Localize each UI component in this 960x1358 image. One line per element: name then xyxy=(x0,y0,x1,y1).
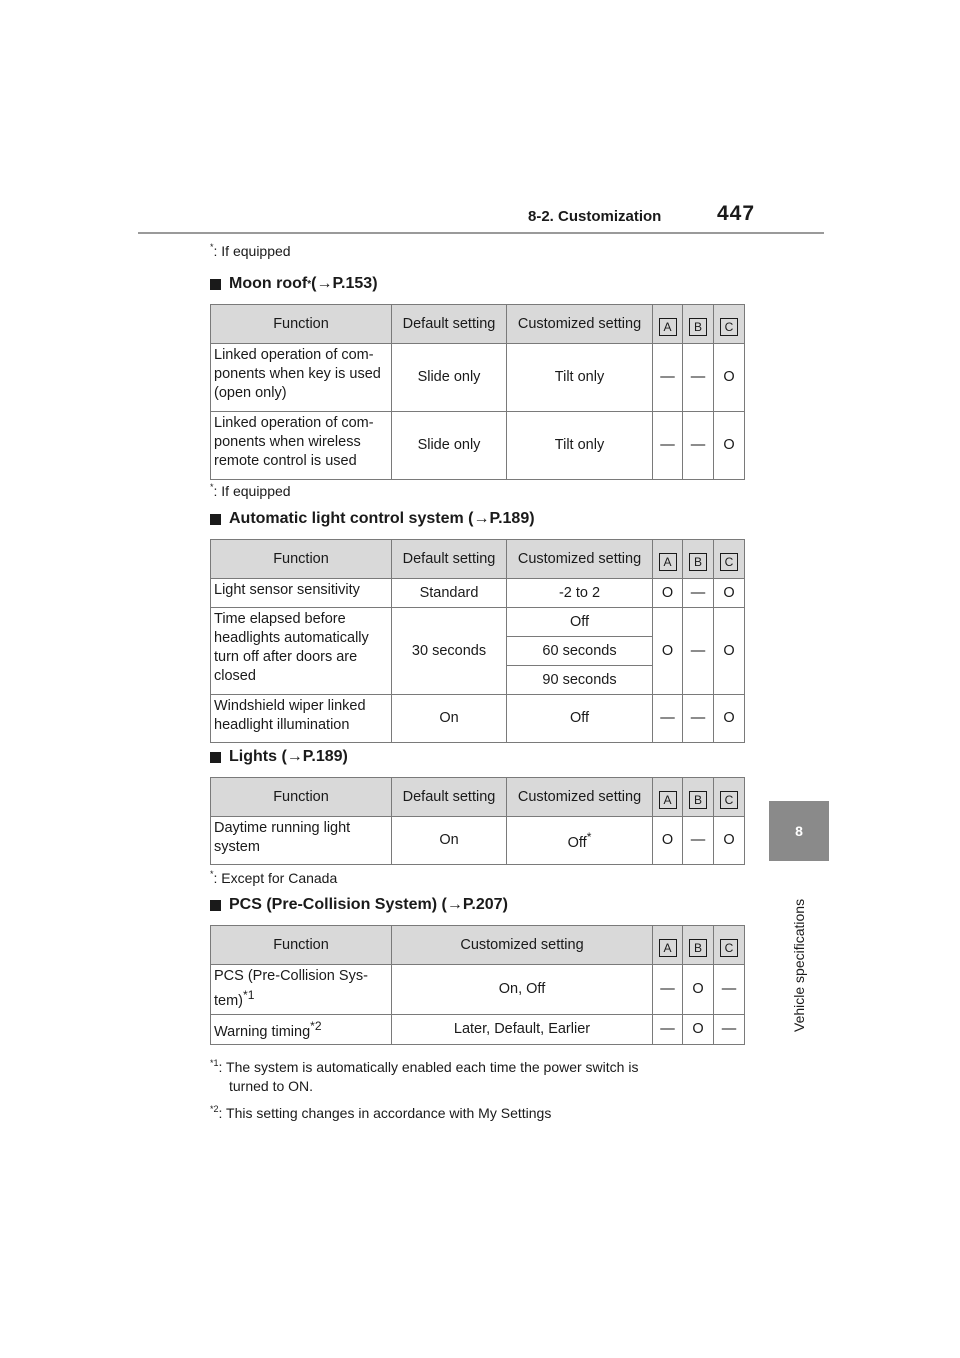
column-header-function: Function xyxy=(211,926,392,965)
note-if-equipped: *: If equipped xyxy=(210,242,291,259)
table-row xyxy=(211,412,745,480)
column-header-a: A xyxy=(653,305,683,344)
column-header-c: C xyxy=(714,305,745,344)
cell-b: O xyxy=(683,1015,714,1045)
table-row xyxy=(211,579,745,608)
cell-default: Slide only xyxy=(392,344,507,412)
bullet-square-icon xyxy=(210,514,221,525)
side-tab-label: Vehicle specifications xyxy=(791,898,807,1032)
cell-a: — xyxy=(653,965,683,1015)
table-header-row xyxy=(211,778,745,817)
cell-a: — xyxy=(653,344,683,412)
column-header-b: B xyxy=(683,305,714,344)
auto-light-table xyxy=(210,539,745,743)
cell-b: O xyxy=(683,965,714,1015)
cell-function: Linked operation of com-ponents when key is used (open only) xyxy=(211,344,392,412)
cell-function: PCS (Pre-Collision Sys-tem)$^{*1}$ xyxy=(211,965,392,1015)
pcs-table xyxy=(210,925,745,1045)
cell-custom: Tilt only xyxy=(507,412,653,480)
column-header-a: A xyxy=(653,926,683,965)
section-title-moon-roof: Moon roof * (→P.153) xyxy=(210,275,378,293)
column-header-c: C xyxy=(714,926,745,965)
column-header-default: Default setting xyxy=(392,778,507,817)
table-row xyxy=(211,344,745,412)
cell-custom: Off* xyxy=(507,817,653,865)
cell-a: — xyxy=(653,695,683,743)
section-title-auto-light: Automatic light control system (→P.189) xyxy=(210,510,535,528)
column-header-custom: Customized setting xyxy=(507,778,653,817)
moon-roof-table xyxy=(210,304,745,480)
cell-custom: 60 seconds xyxy=(507,637,653,666)
table-row xyxy=(211,817,745,865)
header-rule xyxy=(138,232,824,234)
column-header-default: Default setting xyxy=(392,305,507,344)
cell-default: On xyxy=(392,695,507,743)
cell-c: O xyxy=(714,412,745,480)
cell-default: 30 seconds xyxy=(392,608,507,695)
cell-custom: -2 to 2 xyxy=(507,579,653,608)
column-header-c: C xyxy=(714,778,745,817)
cell-c: O xyxy=(714,579,745,608)
column-header-default: Default setting xyxy=(392,540,507,579)
bullet-square-icon xyxy=(210,900,221,911)
bullet-square-icon xyxy=(210,279,221,290)
column-header-a: A xyxy=(653,540,683,579)
column-header-function: Function xyxy=(211,305,392,344)
column-header-b: B xyxy=(683,926,714,965)
table-row xyxy=(211,1015,745,1045)
footnote-2: $^{*2}$: This setting changes in accordance with My Settings xyxy=(210,1104,552,1121)
column-header-custom: Customized setting xyxy=(507,305,653,344)
cell-custom: On, Off xyxy=(392,965,653,1015)
bullet-square-icon xyxy=(210,752,221,763)
table-row xyxy=(211,608,745,637)
column-header-a: A xyxy=(653,778,683,817)
cell-b: — xyxy=(683,695,714,743)
cell-b: — xyxy=(683,344,714,412)
cell-b: — xyxy=(683,579,714,608)
cell-function: Light sensor sensitivity xyxy=(211,579,392,608)
cell-c: O xyxy=(714,817,745,865)
section-title-pcs: PCS (Pre-Collision System) (→P.207) xyxy=(210,896,508,914)
table-row xyxy=(211,965,745,1015)
table-row xyxy=(211,695,745,743)
column-header-custom: Customized setting xyxy=(392,926,653,965)
cell-default: Slide only xyxy=(392,412,507,480)
footnote-1: $^{*1}$: The system is automatically enabled each time the power switch is turned to ON. xyxy=(210,1058,639,1094)
cell-a: O xyxy=(653,608,683,695)
cell-custom: Off xyxy=(507,608,653,637)
cell-c: O xyxy=(714,608,745,695)
column-header-b: B xyxy=(683,540,714,579)
cell-default: Standard xyxy=(392,579,507,608)
cell-b: — xyxy=(683,817,714,865)
cell-c: — xyxy=(714,1015,745,1045)
section-title-lights: Lights (→P.189) xyxy=(210,748,348,766)
cell-b: — xyxy=(683,608,714,695)
note-except-canada: *: Except for Canada xyxy=(210,869,338,886)
column-header-b: B xyxy=(683,778,714,817)
column-header-custom: Customized setting xyxy=(507,540,653,579)
cell-a: — xyxy=(653,1015,683,1045)
cell-function: Windshield wiper linked headlight illumination xyxy=(211,695,392,743)
cell-custom: Off xyxy=(507,695,653,743)
cell-function: Warning timing$^{*2}$ xyxy=(211,1015,392,1045)
cell-c: — xyxy=(714,965,745,1015)
table-header-row xyxy=(211,926,745,965)
column-header-function: Function xyxy=(211,778,392,817)
lights-table xyxy=(210,777,745,865)
header-title: 8-2. Customization xyxy=(528,208,662,225)
cell-c: O xyxy=(714,344,745,412)
cell-a: — xyxy=(653,412,683,480)
column-header-c: C xyxy=(714,540,745,579)
cell-a: O xyxy=(653,817,683,865)
cell-custom: 90 seconds xyxy=(507,666,653,695)
cell-function: Linked operation of com-ponents when wireless remote control is used xyxy=(211,412,392,480)
cell-default: On xyxy=(392,817,507,865)
cell-custom: Tilt only xyxy=(507,344,653,412)
cell-function: Time elapsed before headlights automatically turn off after doors are closed xyxy=(211,608,392,695)
page-number: 447 xyxy=(717,202,756,225)
side-tab-number[interactable]: 8 xyxy=(769,801,829,861)
cell-c: O xyxy=(714,695,745,743)
note-if-equipped: *: If equipped xyxy=(210,482,291,499)
column-header-function: Function xyxy=(211,540,392,579)
table-header-row xyxy=(211,305,745,344)
cell-custom: Later, Default, Earlier xyxy=(392,1015,653,1045)
table-header-row xyxy=(211,540,745,579)
cell-a: O xyxy=(653,579,683,608)
cell-function: Daytime running light system xyxy=(211,817,392,865)
cell-b: — xyxy=(683,412,714,480)
